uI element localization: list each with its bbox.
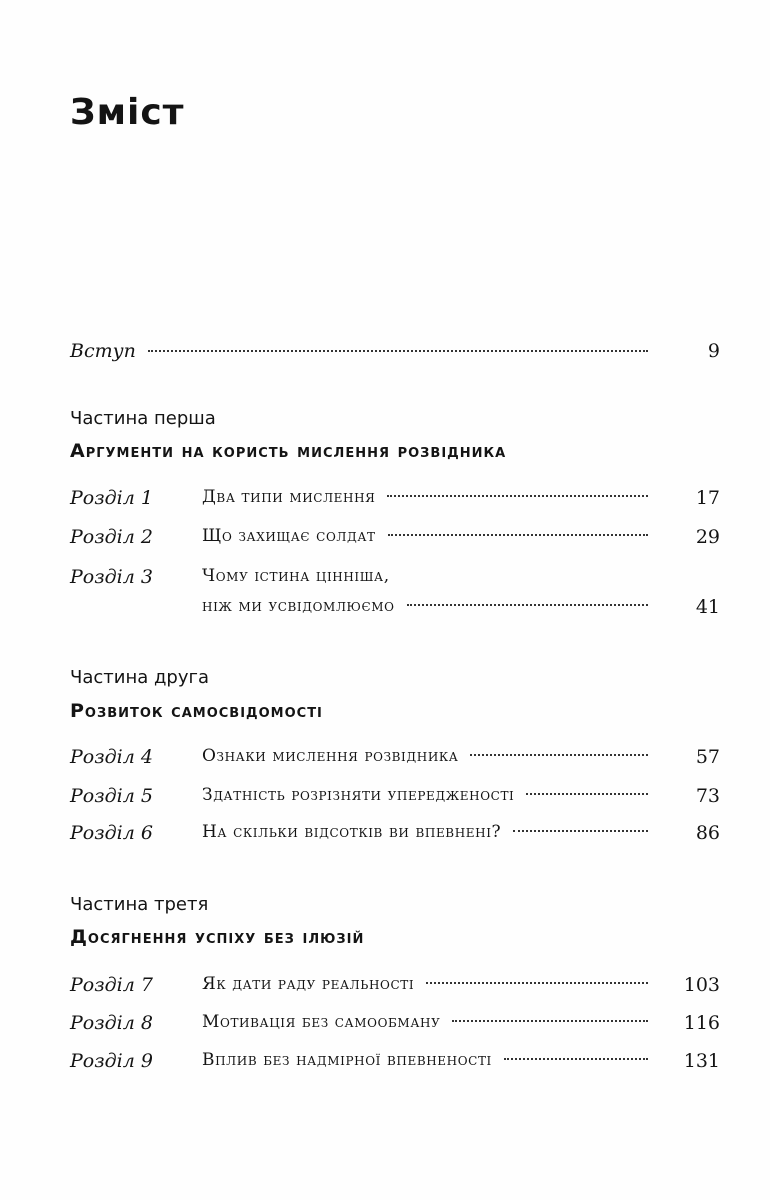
part-title: Розвиток самосвідомості (70, 700, 323, 722)
dot-leader (387, 495, 648, 497)
chapter-title-line1: Чому істина цінніша, (202, 566, 390, 586)
toc-page-number: 116 (683, 1012, 720, 1034)
part-label: Частина друга (70, 667, 209, 688)
toc-page-number: 29 (695, 526, 720, 548)
chapter-title: На скільки відсотків ви впевнені? (202, 822, 502, 842)
toc-entry[interactable] (70, 487, 720, 515)
chapter-label: Розділ 6 (70, 822, 153, 844)
chapter-title: Ознаки мислення розвідника (202, 746, 459, 766)
toc-page-number: 103 (683, 974, 720, 996)
chapter-title: Як дати раду реальності (202, 974, 415, 994)
chapter-label: Розділ 9 (70, 1050, 153, 1072)
chapter-label: Розділ 7 (70, 974, 153, 996)
toc-entry[interactable] (70, 526, 720, 554)
dot-leader (470, 754, 648, 756)
toc-entry[interactable] (70, 822, 720, 850)
chapter-label: Розділ 8 (70, 1012, 153, 1034)
toc-entry[interactable] (70, 1050, 720, 1078)
toc-entry[interactable] (70, 746, 720, 774)
chapter-label: Розділ 5 (70, 785, 153, 807)
dot-leader (504, 1058, 648, 1060)
chapter-label: Розділ 3 (70, 566, 153, 588)
part-label: Частина третя (70, 894, 209, 915)
toc-entry[interactable] (70, 974, 720, 1002)
toc-page-number: 17 (695, 487, 720, 509)
dot-leader (388, 534, 648, 536)
chapter-title: Мотивація без самообману (202, 1012, 441, 1032)
toc-entry-title: Вступ (70, 340, 136, 362)
part-title: Аргументи на користь мислення розвідника (70, 440, 507, 462)
dot-leader (513, 830, 648, 832)
chapter-title: Що захищає солдат (202, 526, 376, 546)
toc-page-number: 86 (695, 822, 720, 844)
dot-leader (407, 604, 648, 606)
dot-leader (426, 982, 648, 984)
toc-page-number: 57 (695, 746, 720, 768)
toc-entry[interactable] (70, 566, 720, 594)
chapter-title: Здатність розрізняти упередженості (202, 785, 515, 805)
toc-entry[interactable] (70, 1012, 720, 1040)
part-title: Досягнення успіху без ілюзій (70, 926, 365, 948)
chapter-title: Два типи мислення (202, 487, 376, 507)
toc-page-number: 9 (707, 340, 720, 362)
toc-page-number: 41 (695, 596, 720, 618)
chapter-label: Розділ 2 (70, 526, 153, 548)
part-label: Частина перша (70, 408, 216, 429)
toc-page-number: 73 (695, 785, 720, 807)
dot-leader (526, 793, 648, 795)
toc-page-number: 131 (683, 1050, 720, 1072)
chapter-title: ніж ми усвідомлюємо (202, 596, 395, 616)
page-title: Зміст (70, 92, 185, 133)
chapter-label: Розділ 1 (70, 487, 153, 509)
chapter-title: Вплив без надмірної впевненості (202, 1050, 492, 1070)
chapter-label: Розділ 4 (70, 746, 153, 768)
dot-leader (148, 350, 648, 352)
dot-leader (452, 1020, 648, 1022)
toc-entry[interactable] (70, 785, 720, 813)
toc-entry-intro[interactable] (70, 340, 720, 368)
